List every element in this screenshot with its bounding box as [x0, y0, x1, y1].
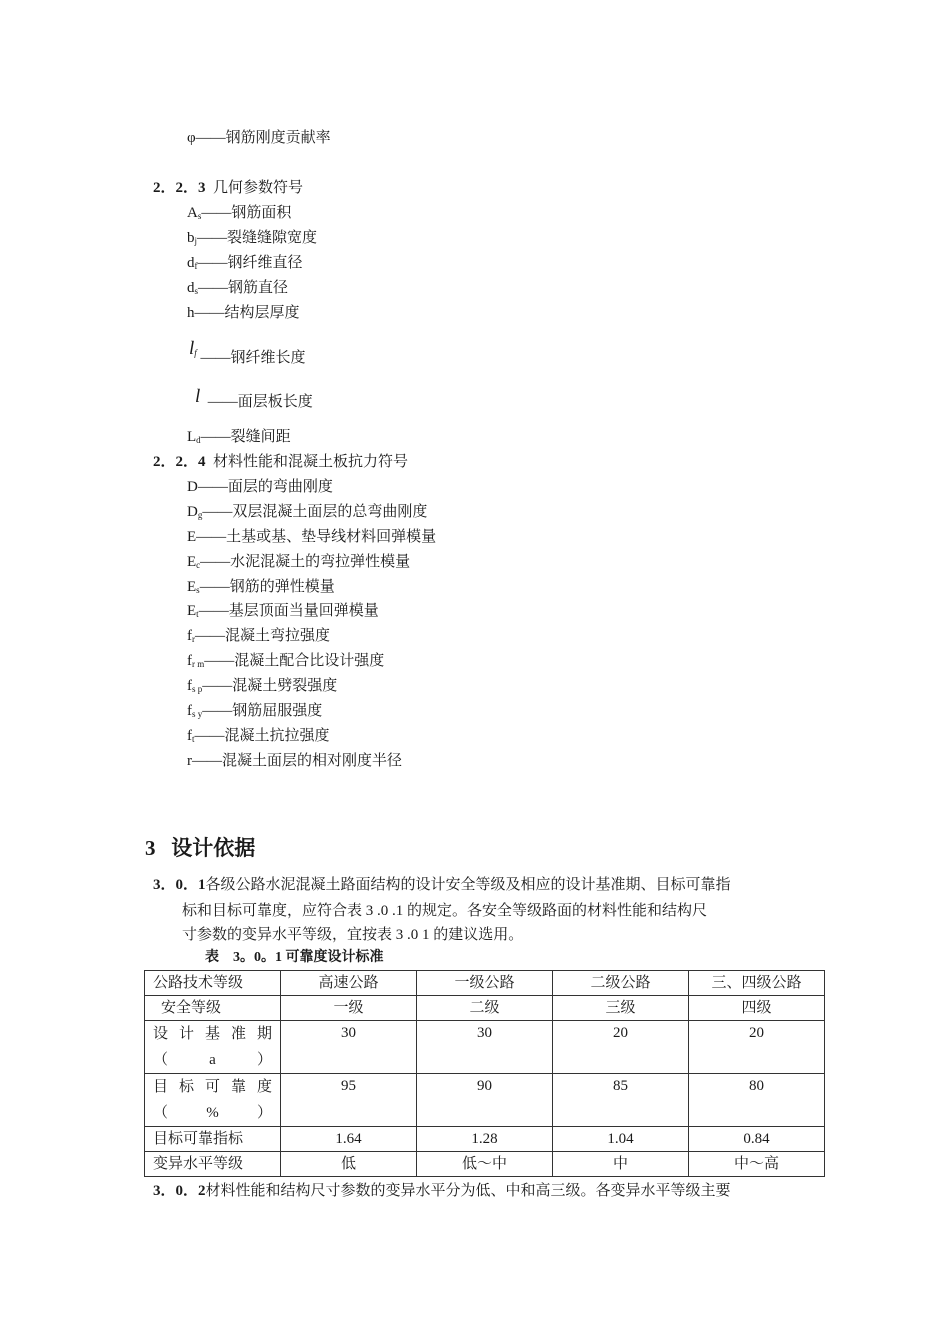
symbol-line: $E_s——$钢筋的弹性模量 [187, 579, 335, 595]
symbol-line: $E_c——$水泥混凝土的弯拉弹性模量 [187, 554, 411, 570]
table-cell: 20 [689, 1021, 825, 1074]
paragraph-3-0-1-line3: 寸参数的变异水平等级，宜按表 3 .0 1 的建议选用。 [182, 927, 524, 943]
table-cell: 95 [281, 1074, 417, 1127]
symbol-line: $E_t——$基层顶面当量回弹模量 [187, 603, 379, 619]
table-cell: 1.28 [417, 1127, 553, 1152]
table-row [145, 1152, 825, 1177]
table-cell: 20 [553, 1021, 689, 1074]
row-label: 目标可靠度 （%） [145, 1074, 281, 1127]
symbol-line: $L_d——$裂缝间距 [187, 429, 291, 445]
clause-number: 3．0．2 [153, 1183, 206, 1199]
symbol-line: $D_g——$双层混凝土面层的总弯曲刚度 [187, 504, 428, 520]
symbol-line: D——面层的弯曲刚度 [187, 479, 333, 495]
symbol-phi-line [187, 128, 331, 148]
chapter-number: 3 [145, 836, 156, 860]
paragraph-3-0-1-line1: 3．0．1各级公路水泥混凝土路面结构的设计安全等级及相应的设计基准期、目标可靠指 [153, 877, 731, 893]
symbol-line: $d_f——$钢纤维直径 [187, 255, 303, 271]
clause-number: 3．0．1 [153, 877, 206, 893]
symbol-line: $f_{s p}——$混凝土劈裂强度 [187, 678, 338, 694]
table-row [145, 996, 825, 1021]
table-cell: 0.84 [689, 1127, 825, 1152]
section-title: 几何参数符号 [213, 180, 304, 196]
symbol-line: $d_s——$钢筋直径 [187, 280, 289, 296]
table-cell: 中～高 [689, 1152, 825, 1177]
symbol-line: $f_t——$混凝土抗拉强度 [187, 728, 330, 744]
table-header-row [145, 971, 825, 996]
table-cell: 低～中 [417, 1152, 553, 1177]
symbol-line: l ——面层板长度 [195, 386, 313, 410]
table-cell: 二级 [417, 996, 553, 1021]
section-number: 2．2．3 [153, 180, 206, 196]
symbol-line: $l_f$ ——钢纤维长度 [189, 338, 306, 366]
section-title: 材料性能和混凝土板抗力符号 [213, 454, 409, 470]
table-cell: 三级 [553, 996, 689, 1021]
table-cell: 90 [417, 1074, 553, 1127]
table-cell: 30 [281, 1021, 417, 1074]
table-caption: 表 3。0。1 可靠度设计标准 [205, 950, 384, 965]
table-header-cell: 公路技术等级 [145, 971, 281, 996]
section-number: 2．2．4 [153, 454, 206, 470]
symbol-line: E——土基或基、垫导线材料回弹模量 [187, 529, 437, 545]
table-cell: 80 [689, 1074, 825, 1127]
table-cell: 一级 [281, 996, 417, 1021]
table-header-cell: 二级公路 [553, 971, 689, 996]
table-header-cell: 高速公路 [281, 971, 417, 996]
row-label: 目标可靠指标 [145, 1127, 281, 1152]
table-row [145, 1074, 825, 1127]
symbol-line: h——结构层厚度 [187, 305, 300, 321]
table-cell: 中 [553, 1152, 689, 1177]
table-header-cell: 三、四级公路 [689, 971, 825, 996]
symbol-line: $A_s——$钢筋面积 [187, 205, 292, 221]
paragraph-3-0-2-line1: 3．0．2材料性能和结构尺寸参数的变异水平分为低、中和高三级。各变异水平等级主要 [153, 1183, 731, 1199]
row-label: 安全等级 [145, 996, 281, 1021]
table-header-cell: 一级公路 [417, 971, 553, 996]
table-row [145, 1127, 825, 1152]
paragraph-3-0-1-line2: 标和目标可靠度，应符合表 3 .0 .1 的规定。各安全等级路面的材料性能和结构尺 [182, 903, 708, 919]
row-label: 变异水平等级 [145, 1152, 281, 1177]
section-heading-2-2-4 [153, 452, 408, 472]
symbol-line: $f_r——$混凝土弯拉强度 [187, 628, 331, 644]
chapter-heading [145, 834, 255, 862]
table-row [145, 1021, 825, 1074]
table-cell: 85 [553, 1074, 689, 1127]
symbol-line: $f_{r m}——$混凝土配合比设计强度 [187, 653, 385, 669]
table-cell: 1.64 [281, 1127, 417, 1152]
row-label: 设计基准期 （a） [145, 1021, 281, 1074]
table-cell: 低 [281, 1152, 417, 1177]
reliability-design-table [144, 970, 825, 1177]
symbol-description: ——钢筋刚度贡献率 [195, 130, 331, 146]
table-cell: 四级 [689, 996, 825, 1021]
table-cell: 1.04 [553, 1127, 689, 1152]
symbol: φ [187, 130, 196, 146]
symbol-line: $b_j——$裂缝缝隙宽度 [187, 230, 318, 246]
table-cell: 30 [417, 1021, 553, 1074]
symbol-line: $f_{s y}——$钢筋屈服强度 [187, 703, 323, 719]
chapter-title: 设计依据 [171, 836, 256, 860]
section-heading-2-2-3 [153, 178, 303, 198]
symbol-line: r——混凝土面层的相对刚度半径 [187, 753, 403, 769]
